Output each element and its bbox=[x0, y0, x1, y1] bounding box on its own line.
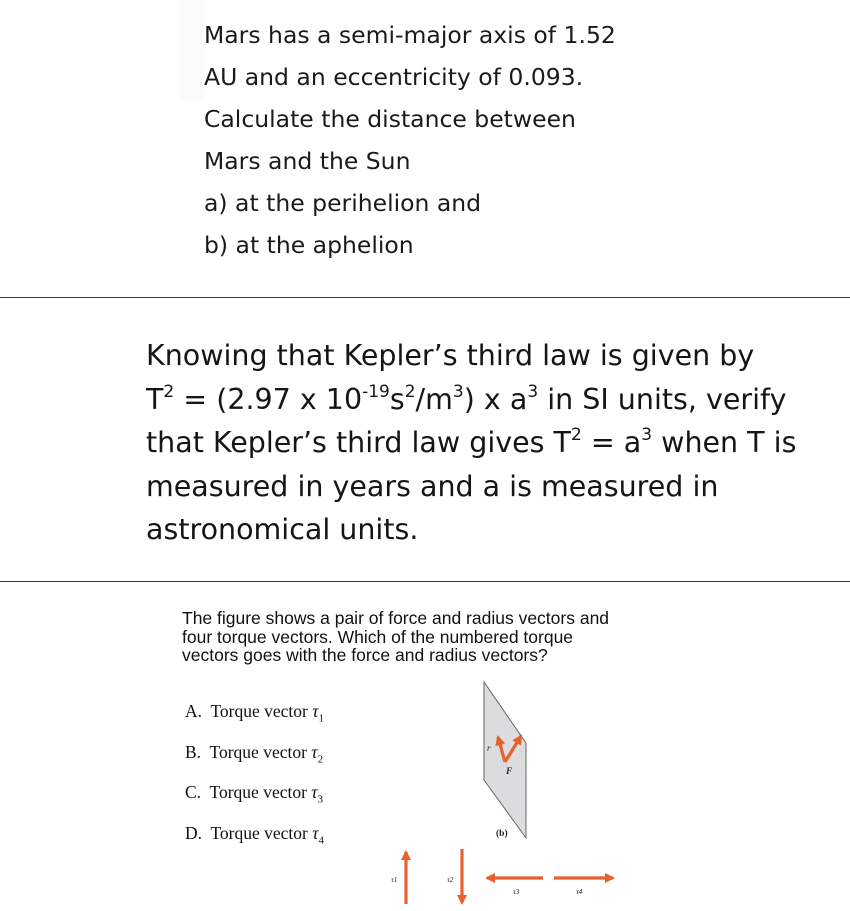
q2-text: that Kepler’s third law gives T bbox=[146, 426, 571, 459]
choice-letter: D. bbox=[185, 822, 203, 843]
question-2-line: Knowing that Kepler’s third law is given by bbox=[146, 339, 755, 372]
q2-superscript: 2 bbox=[404, 381, 416, 402]
q2-text: when T is bbox=[652, 426, 797, 459]
radius-label: r bbox=[487, 743, 491, 753]
q2-superscript: 2 bbox=[163, 381, 175, 402]
choice-text: Torque vector bbox=[209, 782, 312, 802]
tau4-label: τ4 bbox=[576, 887, 583, 896]
tau-subscript: 2 bbox=[317, 753, 324, 765]
tau-symbol: τ bbox=[311, 741, 318, 762]
tau-symbol: τ bbox=[312, 701, 319, 721]
question-2-line: measured in years and a is measured in bbox=[146, 469, 719, 503]
tau-symbol: τ bbox=[312, 822, 319, 843]
question-1-line: Calculate the distance between bbox=[204, 105, 576, 133]
tau3-label: τ3 bbox=[513, 887, 520, 896]
question-1-line: AU and an eccentricity of 0.093. bbox=[204, 63, 584, 91]
tau2-label: τ2 bbox=[447, 875, 454, 884]
force-label: F bbox=[506, 766, 513, 776]
choice-letter: C. bbox=[185, 782, 202, 802]
q2-superscript: -19 bbox=[362, 381, 390, 402]
q2-superscript: 3 bbox=[452, 381, 464, 402]
question-3-line: The figure shows a pair of force and radius vectors and bbox=[182, 608, 610, 628]
tau-subscript: 3 bbox=[317, 793, 324, 806]
q2-text: in SI units, verify bbox=[538, 382, 787, 416]
choice-text: Torque vector bbox=[209, 741, 312, 762]
tau-subscript: 1 bbox=[318, 712, 325, 725]
q2-text: = a bbox=[581, 426, 642, 459]
choice-text: Torque vector bbox=[210, 701, 313, 721]
choice-letter: B. bbox=[185, 741, 202, 762]
q2-superscript: 3 bbox=[527, 381, 539, 402]
tau-symbol: τ bbox=[311, 782, 318, 802]
question-3-line: vectors goes with the force and radius vectors? bbox=[182, 645, 548, 665]
question-2-line: astronomical units. bbox=[146, 513, 419, 546]
tau1-label: τ1 bbox=[391, 875, 398, 884]
choice-text: Torque vector bbox=[210, 822, 313, 843]
question-1-line: b) at the aphelion bbox=[204, 231, 414, 259]
q2-superscript: 2 bbox=[570, 425, 582, 445]
q2-text: ) x a bbox=[463, 382, 528, 416]
q2-superscript: 3 bbox=[641, 425, 653, 445]
question-1-line: Mars and the Sun bbox=[204, 147, 411, 175]
question-1-line: a) at the perihelion and bbox=[204, 189, 482, 217]
tau-subscript: 4 bbox=[318, 834, 325, 846]
q2-text: s bbox=[389, 382, 405, 416]
question-3-line: four torque vectors. Which of the numbered torque bbox=[182, 626, 574, 647]
q2-text: /m bbox=[415, 382, 453, 416]
q2-text: T bbox=[146, 382, 164, 416]
question-1-line: Mars has a semi-major axis of 1.52 bbox=[204, 21, 616, 49]
q2-text: = (2.97 x 10 bbox=[174, 382, 363, 416]
choice-letter: A. bbox=[185, 701, 203, 721]
figure-caption: (b) bbox=[496, 829, 508, 839]
